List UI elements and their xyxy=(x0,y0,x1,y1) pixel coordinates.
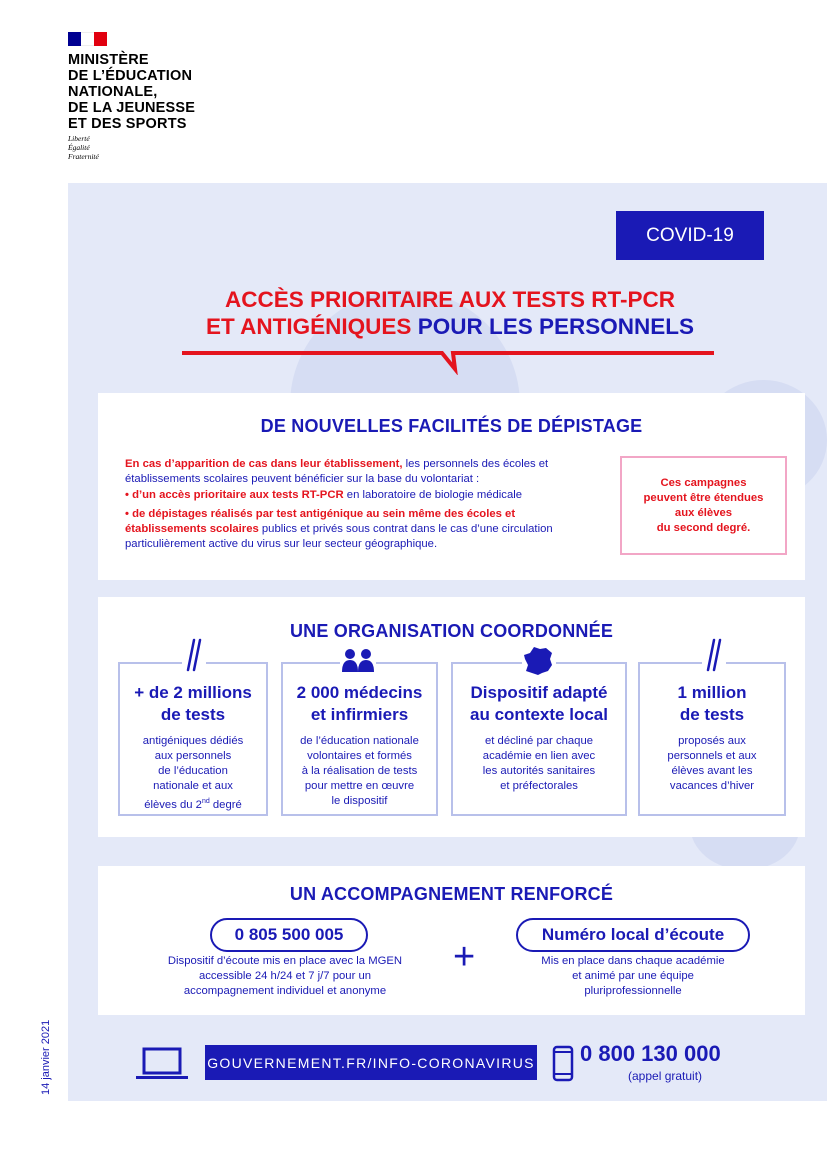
screening-title: DE NOUVELLES FACILITÉS DE DÉPISTAGE xyxy=(260,416,643,436)
title-line-1: ACCÈS PRIORITAIRE AUX TESTS RT-PCR xyxy=(224,287,676,312)
stat-description: proposés aux personnels et aux élèves avant les vacances d’hiver xyxy=(667,735,757,792)
stat-value: 2 000 médecins et infirmiers xyxy=(296,683,423,724)
intro-blue: les personnels des écoles et établissements scolaires peuvent bénéficier sur la base du volontariat : xyxy=(125,458,549,485)
test-swab-icon xyxy=(182,636,206,672)
intro-paragraph xyxy=(125,457,595,487)
bullet-1 xyxy=(125,488,595,503)
french-flag-logo xyxy=(68,32,107,46)
intro-red: En cas d’apparition de cas dans leur établissement, xyxy=(125,458,403,470)
bullet-2-blue: publics et privés sous contrat dans le cas d’une circulation particulièrement active du virus sur leur secteur géographique. xyxy=(125,523,553,550)
stat-description xyxy=(120,734,266,813)
title-line-2 xyxy=(120,313,780,340)
stat-desc-main: antigéniques dédiés aux personnels de l’éducation nationale et aux élèves du 2 xyxy=(142,735,244,811)
info-url-link[interactable]: GOUVERNEMENT.FR/INFO-CORONAVIRUS xyxy=(205,1045,537,1080)
page-title xyxy=(120,286,780,340)
test-swab-icon xyxy=(702,636,726,672)
local-line-pill[interactable]: Numéro local d’écoute xyxy=(516,918,750,952)
stat-value: + de 2 millions de tests xyxy=(134,683,252,724)
bullet-2-red: • de dépistages réalisés par test antigénique au sein même des écoles et établissements scolaires xyxy=(125,508,516,535)
bullet-1-blue: en laboratoire de biologie médicale xyxy=(343,489,523,501)
support-title: UN ACCOMPAGNEMENT RENFORCÉ xyxy=(289,884,614,904)
stat-value: Dispositif adapté au contexte local xyxy=(470,683,608,724)
extension-note-text: Ces campagnes peuvent être étendues aux élèves du second degré. xyxy=(643,476,764,534)
organisation-title: UNE ORGANISATION COORDONNÉE xyxy=(289,621,614,641)
stat-card-local xyxy=(451,662,627,816)
smartphone-icon xyxy=(552,1045,574,1082)
stat-description: de l’éducation nationale volontaires et formés à la réalisation de tests pour mettre en œuvre le dispositif xyxy=(300,735,419,807)
people-icon xyxy=(340,648,376,674)
republic-motto: Liberté Égalité Fraternité xyxy=(68,134,99,161)
title-blue-part: POUR LES PERSONNELS xyxy=(411,314,694,339)
stat-description: et décliné par chaque académie en lien avec les autorités sanitaires et préfectorales xyxy=(482,735,596,792)
france-map-icon xyxy=(522,645,556,677)
title-red-part: ET ANTIGÉNIQUES xyxy=(206,314,412,339)
bullet-2 xyxy=(125,507,595,552)
ministry-name: MINISTÈRE DE L’ÉDUCATION NATIONALE, DE LA JEUNESSE ET DES SPORTS xyxy=(68,52,196,132)
stat-desc-end: degré xyxy=(209,798,242,811)
plus-sign: + xyxy=(453,936,476,978)
publication-date: 14 janvier 2021 xyxy=(40,1019,52,1095)
hotline-note: (appel gratuit) xyxy=(628,1069,703,1083)
speech-bubble-underline xyxy=(180,345,720,375)
stat-value: 1 million de tests xyxy=(677,683,747,724)
mgen-description: Dispositif d’écoute mis en place avec la MGEN accessible 24 h/24 et 7 j/7 pour un accompagnement individuel et anonyme xyxy=(167,955,403,997)
laptop-icon xyxy=(134,1047,190,1081)
extension-note-box xyxy=(620,456,787,555)
covid-badge: COVID-19 xyxy=(616,211,764,260)
bullet-1-red: • d’un accès prioritaire aux tests RT-PCR xyxy=(125,489,344,501)
stat-desc-sup: nd xyxy=(201,798,210,805)
local-line-description: Mis en place dans chaque académie et animé par une équipe pluriprofessionnelle xyxy=(541,955,725,997)
stat-card-doctors xyxy=(281,662,438,816)
hotline-number[interactable]: 0 800 130 000 xyxy=(580,1041,721,1066)
stat-card-tests-staff xyxy=(118,662,268,816)
mgen-phone-pill[interactable]: 0 805 500 005 xyxy=(210,918,368,952)
stat-card-million xyxy=(638,662,786,816)
screening-text xyxy=(125,457,595,552)
